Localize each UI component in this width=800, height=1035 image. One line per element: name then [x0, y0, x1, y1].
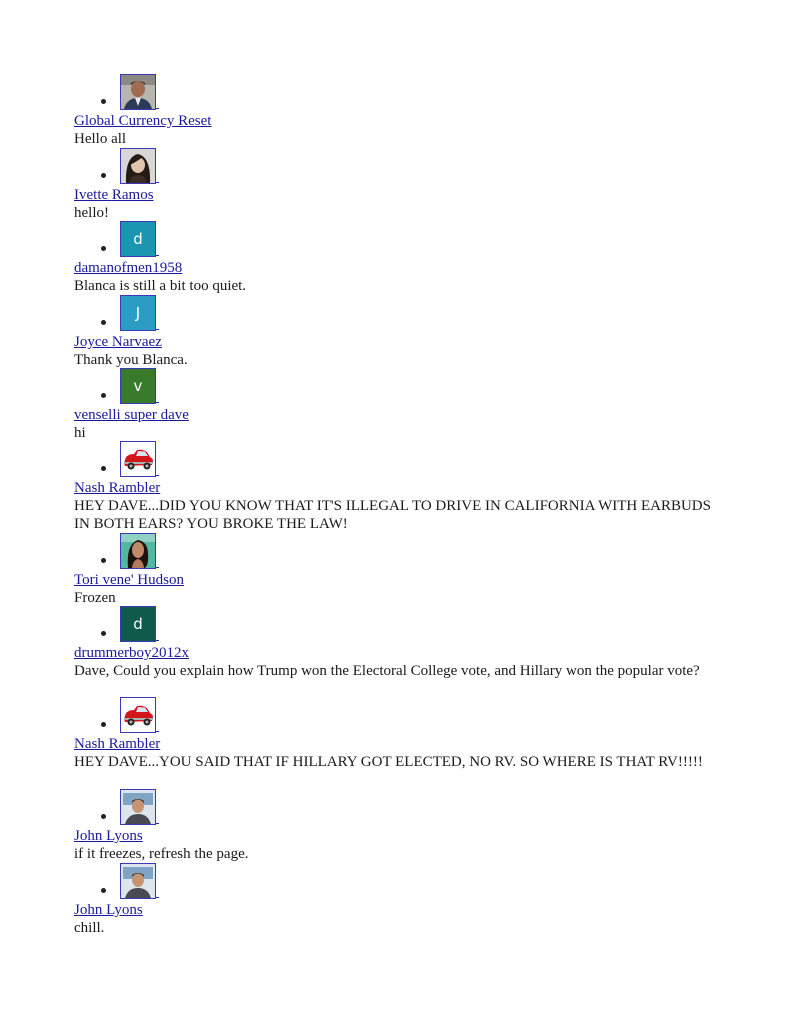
bullet-icon — [101, 722, 106, 727]
comment-text: Frozen — [74, 590, 116, 606]
username-link[interactable]: Tori vene' Hudson — [74, 572, 184, 588]
letter-avatar-icon — [120, 368, 156, 404]
avatar-link[interactable] — [120, 295, 156, 331]
avatar-letter: v — [121, 369, 155, 403]
bullet-icon — [101, 558, 106, 563]
avatar-link[interactable] — [120, 697, 156, 733]
avatar-link[interactable] — [120, 221, 156, 257]
comment-text: Thank you Blanca. — [74, 352, 188, 368]
comment-text: HEY DAVE...DID YOU KNOW THAT IT'S ILLEGAL TO DRIVE IN CALIFORNIA WITH EARBUDS IN BOTH EARS? YOU BROKE THE LAW! — [74, 498, 711, 532]
letter-avatar-icon — [120, 221, 156, 257]
username-link[interactable]: Nash Rambler — [74, 480, 161, 496]
avatar-letter: d — [121, 222, 155, 256]
bullet-icon — [101, 814, 106, 819]
bullet-icon — [101, 173, 106, 178]
list-item — [74, 789, 714, 863]
comment-text: HEY DAVE...YOU SAID THAT IF HILLARY GOT ELECTED, NO RV. SO WHERE IS THAT RV!!!!! — [74, 754, 703, 770]
avatar-link[interactable] — [120, 74, 156, 110]
comment-text: Blanca is still a bit too quiet. — [74, 278, 247, 294]
list-item — [74, 441, 714, 533]
username-link[interactable]: damanofmen1958 — [74, 260, 183, 276]
list-item — [74, 295, 714, 369]
letter-avatar-icon — [120, 295, 156, 331]
bullet-icon — [101, 99, 106, 104]
list-item — [74, 606, 714, 680]
bullet-icon — [101, 466, 106, 471]
avatar-link[interactable] — [120, 368, 156, 404]
bullet-icon — [101, 246, 106, 251]
username-link[interactable]: Joyce Narvaez — [74, 334, 162, 350]
comment-text: hi — [74, 425, 86, 441]
comment-text: if it freezes, refresh the page. — [74, 846, 249, 862]
red-car-icon — [120, 441, 156, 477]
list-item — [74, 148, 714, 222]
woman-portrait-icon — [120, 148, 156, 184]
man-portrait-icon — [120, 74, 156, 110]
username-link[interactable]: Global Currency Reset — [74, 113, 212, 129]
username-link[interactable]: John Lyons — [74, 828, 143, 844]
list-item — [74, 863, 714, 937]
list-item — [74, 697, 714, 771]
username-link[interactable]: venselli super dave — [74, 407, 189, 423]
comment-text: chill. — [74, 920, 105, 936]
man-portrait-icon — [120, 863, 156, 899]
avatar-link[interactable] — [120, 148, 156, 184]
bullet-icon — [101, 320, 106, 325]
woman-portrait-icon — [120, 533, 156, 569]
username-link[interactable]: Nash Rambler — [74, 736, 161, 752]
username-link[interactable]: drummerboy2012x — [74, 645, 189, 661]
avatar-letter: d — [121, 607, 155, 641]
username-link[interactable]: Ivette Ramos — [74, 187, 154, 203]
avatar-link[interactable] — [120, 606, 156, 642]
list-item — [74, 533, 714, 607]
man-portrait-icon — [120, 789, 156, 825]
avatar-link[interactable] — [120, 863, 156, 899]
bullet-icon — [101, 888, 106, 893]
avatar-link[interactable] — [120, 789, 156, 825]
letter-avatar-icon — [120, 606, 156, 642]
list-item — [74, 74, 714, 148]
list-item — [74, 368, 714, 442]
comment-text: Hello all — [74, 131, 127, 147]
avatar-link[interactable] — [120, 441, 156, 477]
comment-text: hello! — [74, 205, 109, 221]
bullet-icon — [101, 631, 106, 636]
avatar-letter: J — [121, 296, 155, 330]
list-item — [74, 221, 714, 295]
bullet-icon — [101, 393, 106, 398]
comment-text: Dave, Could you explain how Trump won the Electoral College vote, and Hillary won the popular vote? — [74, 663, 700, 679]
avatar-link[interactable] — [120, 533, 156, 569]
username-link[interactable]: John Lyons — [74, 902, 143, 918]
red-car-icon — [120, 697, 156, 733]
